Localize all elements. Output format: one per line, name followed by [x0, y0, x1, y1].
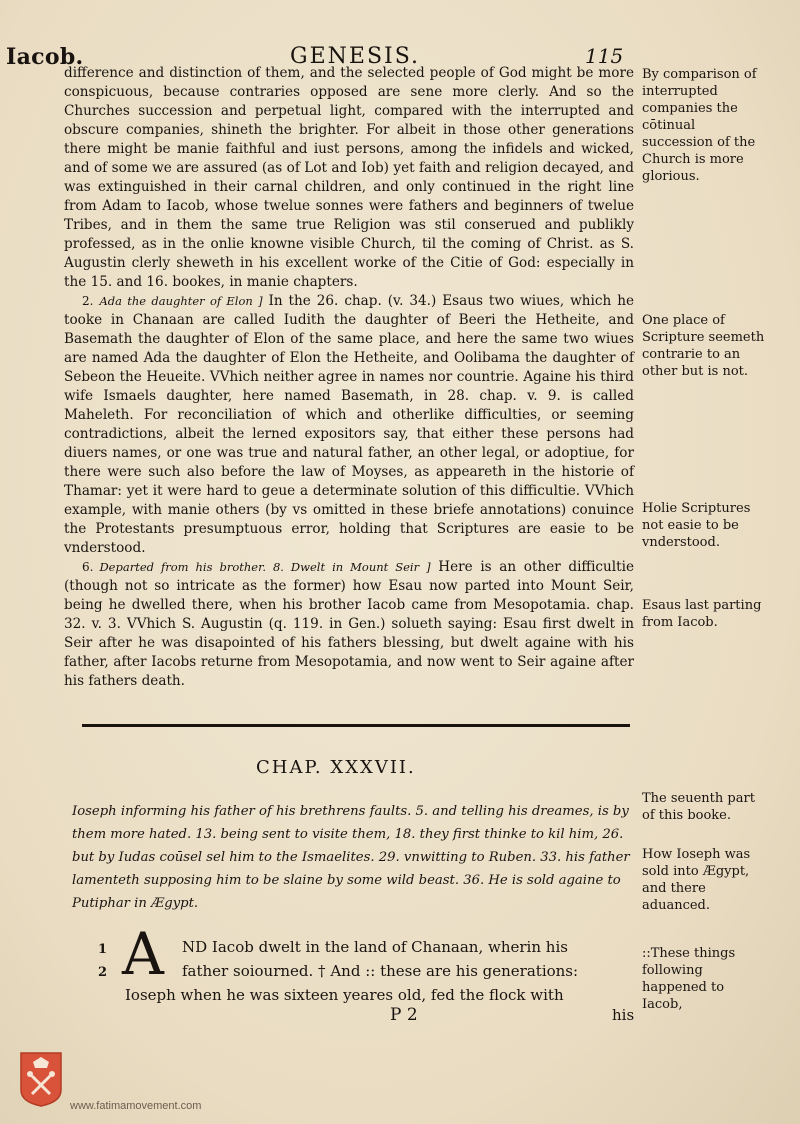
- margin-note-seventh-part: The seuenth part of this booke.: [642, 791, 755, 823]
- annotation-text: Here is an other difficultie (though not so intricate as the former) how Esau now parted into Mount Seir, being he dwelled there, when his brother Iacob came from Mesopotamia. chap. 32. v. 3. VVhich S. Augustin (q. 119. in Gen.) solueth saying: Esau first dwelt in Seir after he was disapointed of his fathers blessing, but dwelt againe with his father, after Iacobs returne from Mesopotamia, and now went to Seir againe after his fathers death.: [64, 559, 635, 689]
- running-head-title: GENESIS.: [290, 44, 420, 69]
- annotation-reference: Ada the daughter of Elon ]: [99, 294, 263, 308]
- verse-numbers: [98, 938, 107, 984]
- margin-note-esau-parting: Esaus last parting from Iacob.: [642, 598, 762, 630]
- annotation-number: 2.: [82, 294, 94, 308]
- footer-url: www.fatimamovement.com: [70, 1100, 202, 1112]
- page-number: 115: [585, 44, 624, 68]
- annotation-text: In the 26. chap. (v. 34.) Esaus two wiues, which he tooke in Chanaan are called Iudith the daughter of Beeri the Hetheite, and Basemath the daughter of Elon of the same place, and here the same two wiues are named Ada the daughter of Elon the Hetheite, and Oolibama the daughter of Sebeon the Heueite. VVhich neither agree in names nor countrie. Againe his third wife Ismaels daughter, here named Basemath, in 28. chap. v. 9. is called Maheleth. For reconciliation of which and otherlike difficulties, or seeming contradictions, albeit the lerned expositors say, that either these persons had diuers names, or one was true and natural father, an other legal, or adoptiue, for there were such also before the law of Moyses, as appeareth in the historie of Thamar: yet it were hard to geue a determinate solution of this difficultie. VVhich example, with manie others (by vs omitted in these briefe annotations) conuince the Protestants presumptuous error, holding that Scriptures are easie to be vnderstood.: [64, 293, 634, 556]
- verse-text: [182, 935, 637, 983]
- papal-seal-icon: [18, 1050, 64, 1108]
- annotation-number: 6.: [82, 560, 94, 574]
- verse-number: 1: [98, 942, 108, 957]
- annotation-6: [64, 558, 634, 691]
- annotation-2: [64, 292, 634, 558]
- signature-mark: P 2: [390, 1005, 418, 1025]
- verse-line: father soiourned. † And :: these are his generations:: [182, 962, 579, 980]
- catchword: his: [612, 1006, 635, 1024]
- commentary-text: [64, 64, 634, 691]
- chapter-title: CHAP. XXXVII.: [256, 757, 416, 778]
- margin-note-generations: ::These things following happened to Iacob,: [642, 946, 736, 1012]
- divider-rule: [82, 724, 630, 727]
- margin-note-scripture-difficult: Holie Scriptures not easie to be vnderstood.: [642, 501, 751, 550]
- drop-cap: A: [122, 920, 164, 988]
- chapter-argument: Ioseph informing his father of his brethrens faults. 5. and telling his dreames, is by them more hated. 13. being sent to visite them, 18. they first thinke to kil him, 26. but by Iudas coūsel sel him to the Ismaelites. 29. vnwitting to Ruben. 33. his father lamenteth supposing him to be slaine by some wild beast. 36. He is sold againe to Putiphar in Ægypt.: [72, 804, 630, 911]
- margin-note-joseph-sold: How Ioseph was sold into Ægypt, and there aduanced.: [642, 847, 751, 913]
- running-head-left: Iacob.: [6, 44, 84, 70]
- annotation-reference: Departed from his brother. 8. Dwelt in Mount Seir ]: [99, 560, 431, 574]
- margin-note-church: By comparison of interrupted companies the cōtinual succession of the Church is more glorious.: [642, 67, 757, 184]
- margin-note-scripture-contrarie: One place of Scripture seemeth contrarie to an other but is not.: [642, 313, 765, 379]
- verse-number: 2: [98, 965, 108, 980]
- paragraph-church-succession: difference and distinction of them, and the selected people of God might be more conspicuous, because contraries opposed are sene more clerly. And so the Churches succession and perpetual light, compared with the interrupted and obscure companies, shineth the brighter. For albeit in those other generations there might be manie faithful and iust persons, among the infidels and wicked, and of some we are assured (as of Lot and Iob) yet faith and religion decayed, and was extinguished in their carnal children, and only continued in the right line from Adam to Iacob, whose twelue sonnes were fathers and beginners of twelue Tribes, and in them the same true Religion was stil conserued and publikly professed, as in the onlie knowne visible Church, til the coming of Christ. as S. Augustin clerly sheweth in his excellent worke of the Citie of God: especially in the 15. and 16. bookes, in manie chapters.: [64, 65, 634, 290]
- verse-line: Ioseph when he was sixteen yeares old, fed the flock with: [125, 986, 564, 1004]
- verse-line: ND Iacob dwelt in the land of Chanaan, wherin his: [182, 938, 568, 956]
